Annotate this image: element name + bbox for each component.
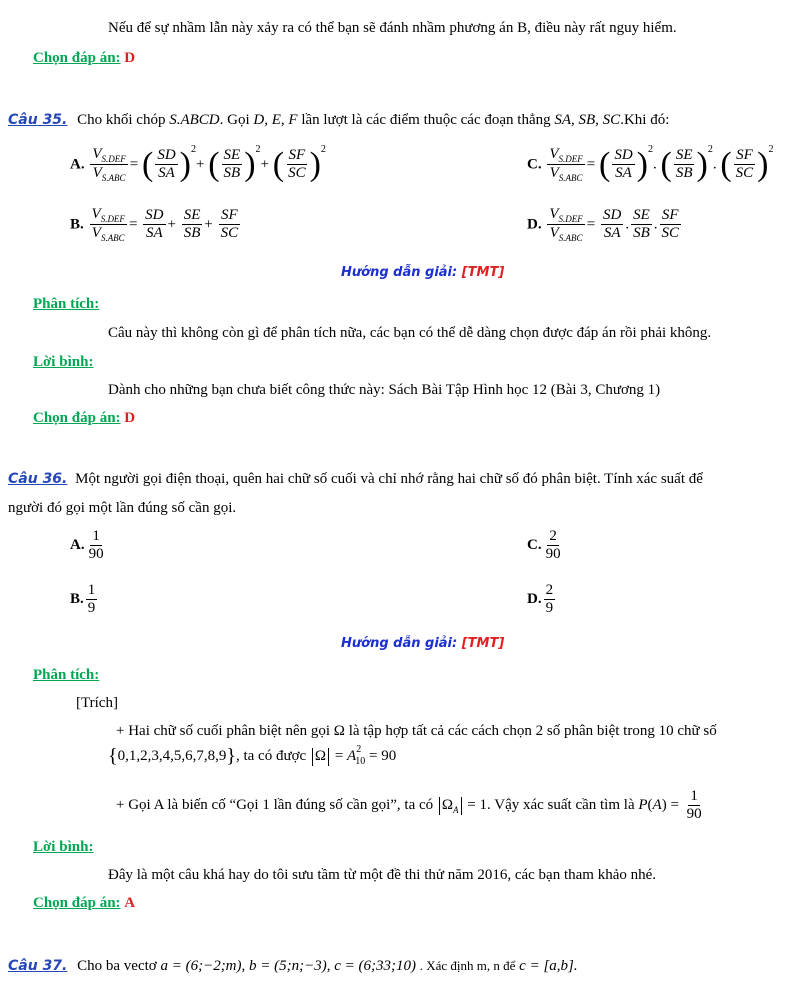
analysis-point-1: + Hai chữ số cuối phân biệt nên gọi Ω là tập hợp tất cả các cách chọn 2 số phân biệt trong 10 chữ số [116, 723, 717, 739]
choose-label: Chọn đáp án [33, 50, 116, 66]
analysis-point-1b: {0,1,2,3,4,5,6,7,8,9}, ta có được $\Omega = A^2_{10} = 90$ [108, 743, 397, 767]
comment-text: Dành cho những bạn chưa biết công thức này: Sách Bài Tập Hình học 12 (Bài 3, Chương 1) [108, 382, 661, 398]
question-number: Câu 36. [8, 471, 68, 487]
analysis-point-2: + Gọi A là biến cố “Gọi 1 lần đúng số cần gọi”, ta có $\Omega_A = 1$. Vậy xác suất cần tìm là P(A) = $\frac{1}{90}$ [116, 788, 702, 823]
condition-expression: c = [a,b]. [519, 958, 578, 974]
option-d[interactable]: D. $\frac{V_{S.DEF}}{V_{S.ABC}}$ = $\frac{SD}{SA}$ . $\frac{SE}{SB}$ . $\frac{SF}{SC}$ [527, 206, 680, 244]
question-number: Câu 35. [8, 112, 68, 128]
comment-text: Đây là một câu khá hay do tôi sưu tầm từ một đề thi thử năm 2016, các bạn tham khảo nhé. [108, 867, 657, 883]
analysis-text: Câu này thì không còn gì để phân tích nữa, các bạn có thể dễ dàng chọn được đáp án rồi phải không. [108, 325, 712, 341]
comment-heading: Lời bình: [33, 354, 94, 370]
option-d[interactable]: D. $\frac{2}{9}$ [527, 582, 554, 617]
question-37-stem: Câu 37. Cho ba vectơ a = (6;−2;m), b = (5;n;−3), c = (6;33;10) . Xác định m, n để c = [a,b]. [8, 958, 578, 974]
analysis-heading: Phân tích: [33, 667, 100, 683]
choose-answer-top: Chọn đáp án: D [33, 50, 136, 66]
question-36-stem: Câu 36. Một người gọi điện thoại, quên hai chữ số cuối và chỉ nhớ rằng hai chữ số đó phân biệt. Tính xác suất để [8, 471, 703, 487]
guide-heading: Hướng dẫn giải: [TMT] [341, 265, 505, 280]
question-36-stem-cont: người đó gọi một lần đúng số cần gọi. [8, 500, 237, 516]
guide-heading: Hướng dẫn giải: [TMT] [341, 636, 505, 651]
option-a[interactable]: A. $\frac{1}{90}$ [70, 528, 104, 563]
choose-answer-35: Chọn đáp án: D [33, 410, 136, 426]
option-b[interactable]: B. $\frac{V_{S.DEF}}{V_{S.ABC}}$ = $\frac{SD}{SA}$ + $\frac{SE}{SB}$ + $\frac{SF}{SC}$ [70, 206, 239, 244]
analysis-heading: Phân tích: [33, 296, 100, 312]
answer-value: D [124, 50, 136, 66]
cite-label: [Trích] [76, 695, 118, 711]
option-c[interactable]: C. $\frac{2}{90}$ [527, 528, 561, 563]
question-number: Câu 37. [8, 958, 68, 974]
option-c[interactable]: C. $\frac{V_{S.DEF}}{V_{S.ABC}}$ = ( $\frac{SD}{SA}$ )$^2$. ( $\frac{SE}{SB}$ )$^2$. ( $\frac{SF}{SC}$ )$^2$ [527, 144, 774, 184]
intro-note: Nếu để sự nhầm lẫn này xảy ra có thể bạn sẽ đánh nhầm phương án B, điều này rất nguy hiểm. [108, 20, 677, 36]
comment-heading: Lời bình: [33, 839, 94, 855]
option-a[interactable]: A. $\frac{V_{S.DEF}}{V_{S.ABC}}$ = ( $\frac{SD}{SA}$ )$^2$+ ( $\frac{SE}{SB}$ )$^2$+ ( $\frac{SF}{SC}$ )$^2$ [70, 144, 326, 184]
question-35-stem: Câu 35. Cho khối chóp S.ABCD. Gọi D, E, F lần lượt là các điểm thuộc các đoạn thẳng SA, SB, SC.Khi đó: [8, 112, 670, 128]
choose-answer-36: Chọn đáp án: A [33, 895, 136, 911]
vectors-expression: a = (6;−2;m), b = (5;n;−3), c = (6;33;10) [160, 958, 416, 974]
option-b[interactable]: B. $\frac{1}{9}$ [70, 582, 96, 617]
